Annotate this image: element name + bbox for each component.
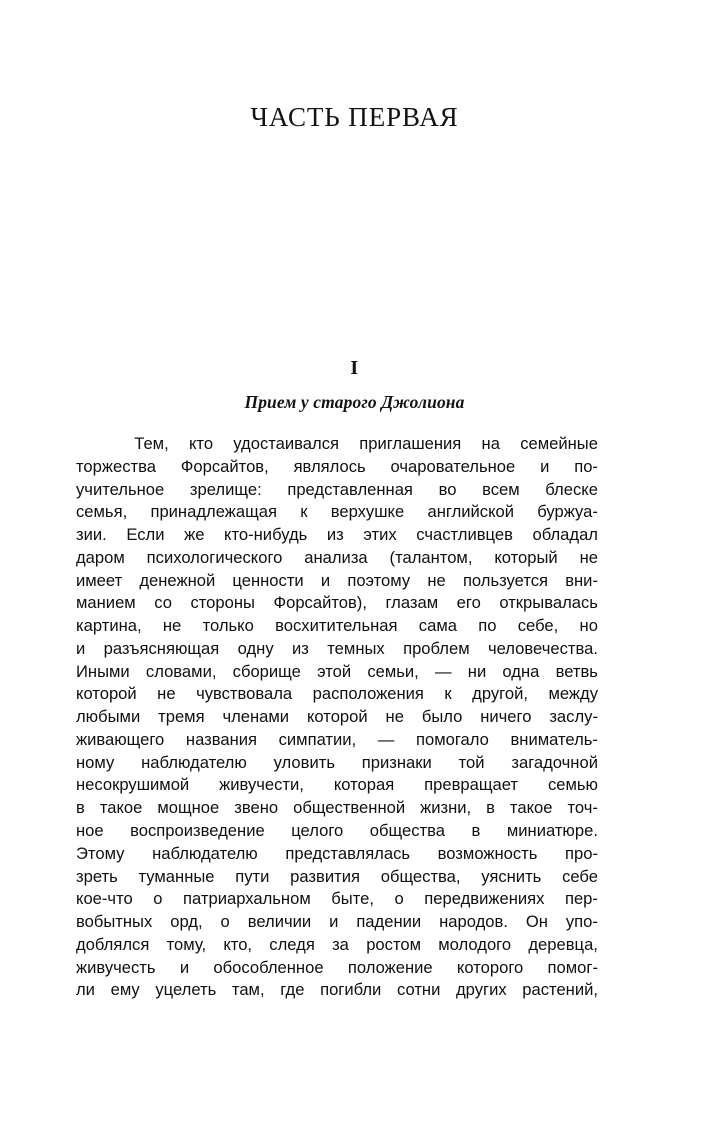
body-word: счастливцев bbox=[416, 525, 513, 545]
body-word: целого bbox=[291, 821, 344, 841]
body-line bbox=[76, 592, 598, 615]
body-word: Форсайтов), bbox=[273, 593, 367, 613]
body-word: учительное bbox=[76, 479, 165, 499]
body-line bbox=[76, 888, 598, 911]
body-word: семьи, bbox=[367, 661, 419, 681]
body-word: ному bbox=[76, 752, 115, 772]
body-word: в bbox=[76, 798, 85, 818]
body-line bbox=[76, 479, 598, 502]
body-word: не bbox=[157, 684, 176, 704]
body-word: Форсайтов, bbox=[180, 456, 269, 476]
body-line bbox=[76, 683, 598, 706]
body-word: всем bbox=[482, 479, 520, 499]
body-word: этих bbox=[363, 525, 397, 545]
body-word: и bbox=[76, 638, 86, 658]
body-word: не bbox=[579, 547, 598, 567]
body-word: которой bbox=[306, 707, 368, 727]
body-word: открывалась bbox=[499, 593, 598, 613]
body-word: миниатюре. bbox=[506, 821, 598, 841]
body-word: признаки bbox=[361, 752, 432, 772]
body-line bbox=[76, 866, 598, 889]
body-line bbox=[76, 979, 598, 1002]
body-paragraph bbox=[76, 433, 598, 1002]
body-word: кто, bbox=[223, 934, 253, 954]
body-word: следя bbox=[269, 934, 315, 954]
body-word: тремя bbox=[158, 707, 205, 727]
body-word: других bbox=[456, 980, 507, 1000]
body-word: обособленное bbox=[213, 957, 324, 977]
body-word: темных bbox=[327, 638, 385, 658]
body-line bbox=[76, 752, 598, 775]
body-line bbox=[76, 570, 598, 593]
body-word: туманные bbox=[138, 866, 215, 886]
body-word: кое-что bbox=[76, 889, 133, 909]
body-word: которого bbox=[456, 957, 524, 977]
body-word: обладал bbox=[532, 525, 598, 545]
body-line bbox=[76, 615, 598, 638]
body-word: и bbox=[540, 456, 550, 476]
body-word: и bbox=[320, 570, 331, 590]
body-word: Этому bbox=[76, 843, 125, 863]
body-word: ли bbox=[76, 980, 95, 1000]
body-word: пользуется bbox=[462, 570, 549, 590]
body-word: за bbox=[332, 934, 349, 954]
body-word: быте, bbox=[331, 889, 374, 909]
body-word: но bbox=[579, 616, 598, 636]
body-word: не bbox=[427, 570, 446, 590]
body-word: разъясняющая bbox=[103, 638, 220, 658]
body-line bbox=[76, 820, 598, 843]
body-word: себе, bbox=[517, 616, 559, 636]
part-title: ЧАСТЬ ПЕРВАЯ bbox=[250, 102, 459, 132]
body-word: несокрушимой bbox=[76, 775, 190, 795]
body-word: семья, bbox=[76, 502, 128, 522]
body-word: очаровательное bbox=[390, 456, 516, 476]
body-word: звено bbox=[234, 798, 279, 818]
body-word: растений, bbox=[522, 980, 598, 1000]
body-word: такое bbox=[509, 798, 553, 818]
body-word: человечества. bbox=[487, 638, 598, 658]
body-word: принадлежащая bbox=[150, 502, 277, 522]
body-word: ценности bbox=[232, 570, 304, 590]
body-line bbox=[76, 524, 598, 547]
body-word: о bbox=[220, 912, 230, 932]
body-word: общества bbox=[369, 821, 445, 841]
body-word: мощное bbox=[157, 798, 220, 818]
body-word: же bbox=[184, 525, 205, 545]
body-word: передвижениях bbox=[424, 889, 545, 909]
body-word: чувствовала bbox=[196, 684, 293, 704]
chapter-subtitle: Прием у старого Джолиона bbox=[244, 392, 465, 412]
body-word: общества, bbox=[380, 866, 461, 886]
body-word: тому, bbox=[166, 934, 207, 954]
body-word: другой, bbox=[472, 684, 528, 704]
body-word: семейные bbox=[520, 434, 598, 453]
body-word: Если bbox=[126, 525, 165, 545]
body-word: проблем bbox=[403, 638, 470, 658]
body-word: и bbox=[329, 912, 339, 932]
body-word: заслу- bbox=[549, 707, 598, 727]
body-word: пути bbox=[235, 866, 270, 886]
body-word: буржуа- bbox=[537, 502, 598, 522]
body-word: пер- bbox=[564, 889, 598, 909]
body-line bbox=[76, 774, 598, 797]
body-word: Он bbox=[525, 912, 548, 932]
body-word: вниматель- bbox=[510, 729, 598, 749]
chapter-number: I bbox=[350, 357, 359, 379]
body-word: живающего bbox=[76, 729, 165, 749]
body-word: себе bbox=[562, 866, 598, 886]
body-word: загадочной bbox=[511, 752, 598, 772]
body-word: было bbox=[421, 707, 463, 727]
body-word: из bbox=[292, 638, 309, 658]
body-word: одну bbox=[237, 638, 274, 658]
body-word: симпатии, bbox=[278, 729, 357, 749]
body-word: уцелеть bbox=[155, 980, 217, 1000]
body-word: про- bbox=[565, 843, 598, 863]
body-line bbox=[76, 661, 598, 684]
body-line bbox=[76, 501, 598, 524]
body-word: упо- bbox=[565, 912, 598, 932]
body-word: (талантом, bbox=[389, 547, 473, 567]
body-line bbox=[76, 957, 598, 980]
body-word: помог- bbox=[547, 957, 598, 977]
body-word: картина, bbox=[76, 616, 142, 636]
body-word: наблюдателю bbox=[141, 752, 247, 772]
body-word: ничего bbox=[480, 707, 532, 727]
body-word: которая bbox=[333, 775, 395, 795]
body-word: манием bbox=[76, 593, 136, 613]
body-word: между bbox=[548, 684, 598, 704]
body-word: в bbox=[471, 821, 481, 841]
body-word: одна bbox=[502, 661, 540, 681]
body-word: патриархальном bbox=[183, 889, 311, 909]
body-word: не bbox=[162, 616, 182, 636]
body-word: членами bbox=[222, 707, 290, 727]
body-line bbox=[76, 911, 598, 934]
body-word: торжества bbox=[76, 456, 156, 476]
body-word: народов. bbox=[439, 912, 508, 932]
body-word: психологического bbox=[146, 547, 283, 567]
body-word: о bbox=[153, 889, 163, 909]
body-word: величии bbox=[247, 912, 312, 932]
body-word: наблюдателю bbox=[152, 843, 258, 863]
body-word: сотни bbox=[396, 980, 441, 1000]
body-word: молодого bbox=[438, 934, 512, 954]
body-word: в bbox=[486, 798, 495, 818]
body-word: расположения bbox=[312, 684, 424, 704]
body-word: падении bbox=[356, 912, 422, 932]
body-line bbox=[76, 706, 598, 729]
body-word: не bbox=[385, 707, 404, 727]
body-word: Тем, bbox=[134, 434, 169, 453]
first-line-indent bbox=[76, 433, 114, 456]
body-word: зрелище: bbox=[189, 479, 262, 499]
body-word: живучести, bbox=[219, 775, 304, 795]
body-word: любыми bbox=[76, 707, 141, 727]
body-word: погибли bbox=[320, 980, 382, 1000]
body-word: ни bbox=[467, 661, 487, 681]
body-word: вобытных bbox=[76, 912, 153, 932]
body-word: зреть bbox=[76, 866, 118, 886]
body-word: имеет bbox=[76, 570, 123, 590]
body-word: там, bbox=[231, 980, 265, 1000]
body-word: точ- bbox=[567, 798, 598, 818]
body-word: глазам bbox=[385, 593, 439, 613]
body-word: даром bbox=[76, 547, 125, 567]
body-word: жизни, bbox=[420, 798, 472, 818]
body-word: блеске bbox=[545, 479, 598, 499]
body-line bbox=[76, 547, 598, 570]
body-word: только bbox=[202, 616, 254, 636]
body-word: Иными bbox=[76, 661, 130, 681]
body-word: верхушке bbox=[330, 502, 405, 522]
body-word: ветвь bbox=[555, 661, 598, 681]
body-word: вни- bbox=[565, 570, 598, 590]
body-word: словами, bbox=[145, 661, 217, 681]
body-word: английской bbox=[427, 502, 515, 522]
body-line bbox=[76, 934, 598, 957]
body-word: восхитительная bbox=[275, 616, 398, 636]
body-word: сама bbox=[418, 616, 457, 636]
body-word: ростом bbox=[366, 934, 421, 954]
body-word: доблялся bbox=[76, 934, 150, 954]
body-word: по bbox=[478, 616, 497, 636]
body-word: его bbox=[456, 593, 481, 613]
body-word: стороны bbox=[190, 593, 255, 613]
body-word: по- bbox=[574, 456, 598, 476]
body-word: этой bbox=[317, 661, 352, 681]
body-line bbox=[76, 729, 598, 752]
body-word: представлялась bbox=[285, 843, 411, 863]
body-word: приглашения bbox=[359, 434, 462, 453]
body-word: представленная bbox=[287, 479, 413, 499]
body-word: воспроизведение bbox=[130, 821, 265, 841]
body-word: орд, bbox=[170, 912, 203, 932]
body-word: ное bbox=[76, 821, 104, 841]
body-word: удостаивался bbox=[233, 434, 339, 453]
body-line bbox=[76, 797, 598, 820]
body-line bbox=[76, 456, 598, 479]
body-word: помогало bbox=[416, 729, 489, 749]
body-word: уловить bbox=[273, 752, 335, 772]
body-word: положение bbox=[347, 957, 433, 977]
body-line bbox=[76, 638, 598, 661]
body-word: — bbox=[434, 661, 452, 681]
body-word: анализа bbox=[304, 547, 368, 567]
body-word: денежной bbox=[139, 570, 216, 590]
body-word: ему bbox=[110, 980, 140, 1000]
body-word: той bbox=[458, 752, 485, 772]
body-word: возможность bbox=[437, 843, 538, 863]
body-word: названия bbox=[185, 729, 257, 749]
body-word: кто bbox=[188, 434, 214, 453]
body-word: кто-нибудь bbox=[224, 525, 308, 545]
body-word: о bbox=[394, 889, 404, 909]
body-word: развития bbox=[290, 866, 360, 886]
body-word: со bbox=[154, 593, 172, 613]
body-word: деревца, bbox=[528, 934, 598, 954]
body-word: являлось bbox=[293, 456, 366, 476]
body-word: где bbox=[280, 980, 305, 1000]
body-line bbox=[76, 433, 598, 456]
body-word: сборище bbox=[232, 661, 301, 681]
body-word: семью bbox=[547, 775, 598, 795]
body-word: которой bbox=[76, 684, 137, 704]
body-line bbox=[76, 843, 598, 866]
body-word: который bbox=[494, 547, 558, 567]
body-word: и bbox=[179, 957, 190, 977]
body-word: превращает bbox=[424, 775, 519, 795]
body-word: во bbox=[438, 479, 457, 499]
body-word: на bbox=[481, 434, 500, 453]
body-word: — bbox=[377, 729, 395, 749]
body-word: такое bbox=[99, 798, 143, 818]
body-word: зии. bbox=[76, 525, 107, 545]
body-word: общественной bbox=[293, 798, 406, 818]
body-word: живучесть bbox=[76, 957, 156, 977]
body-word: к bbox=[444, 684, 452, 704]
body-word: уяснить bbox=[481, 866, 542, 886]
body-word: из bbox=[326, 525, 344, 545]
chapter-heading bbox=[0, 357, 709, 413]
body-word: поэтому bbox=[347, 570, 411, 590]
body-word: к bbox=[300, 502, 308, 522]
